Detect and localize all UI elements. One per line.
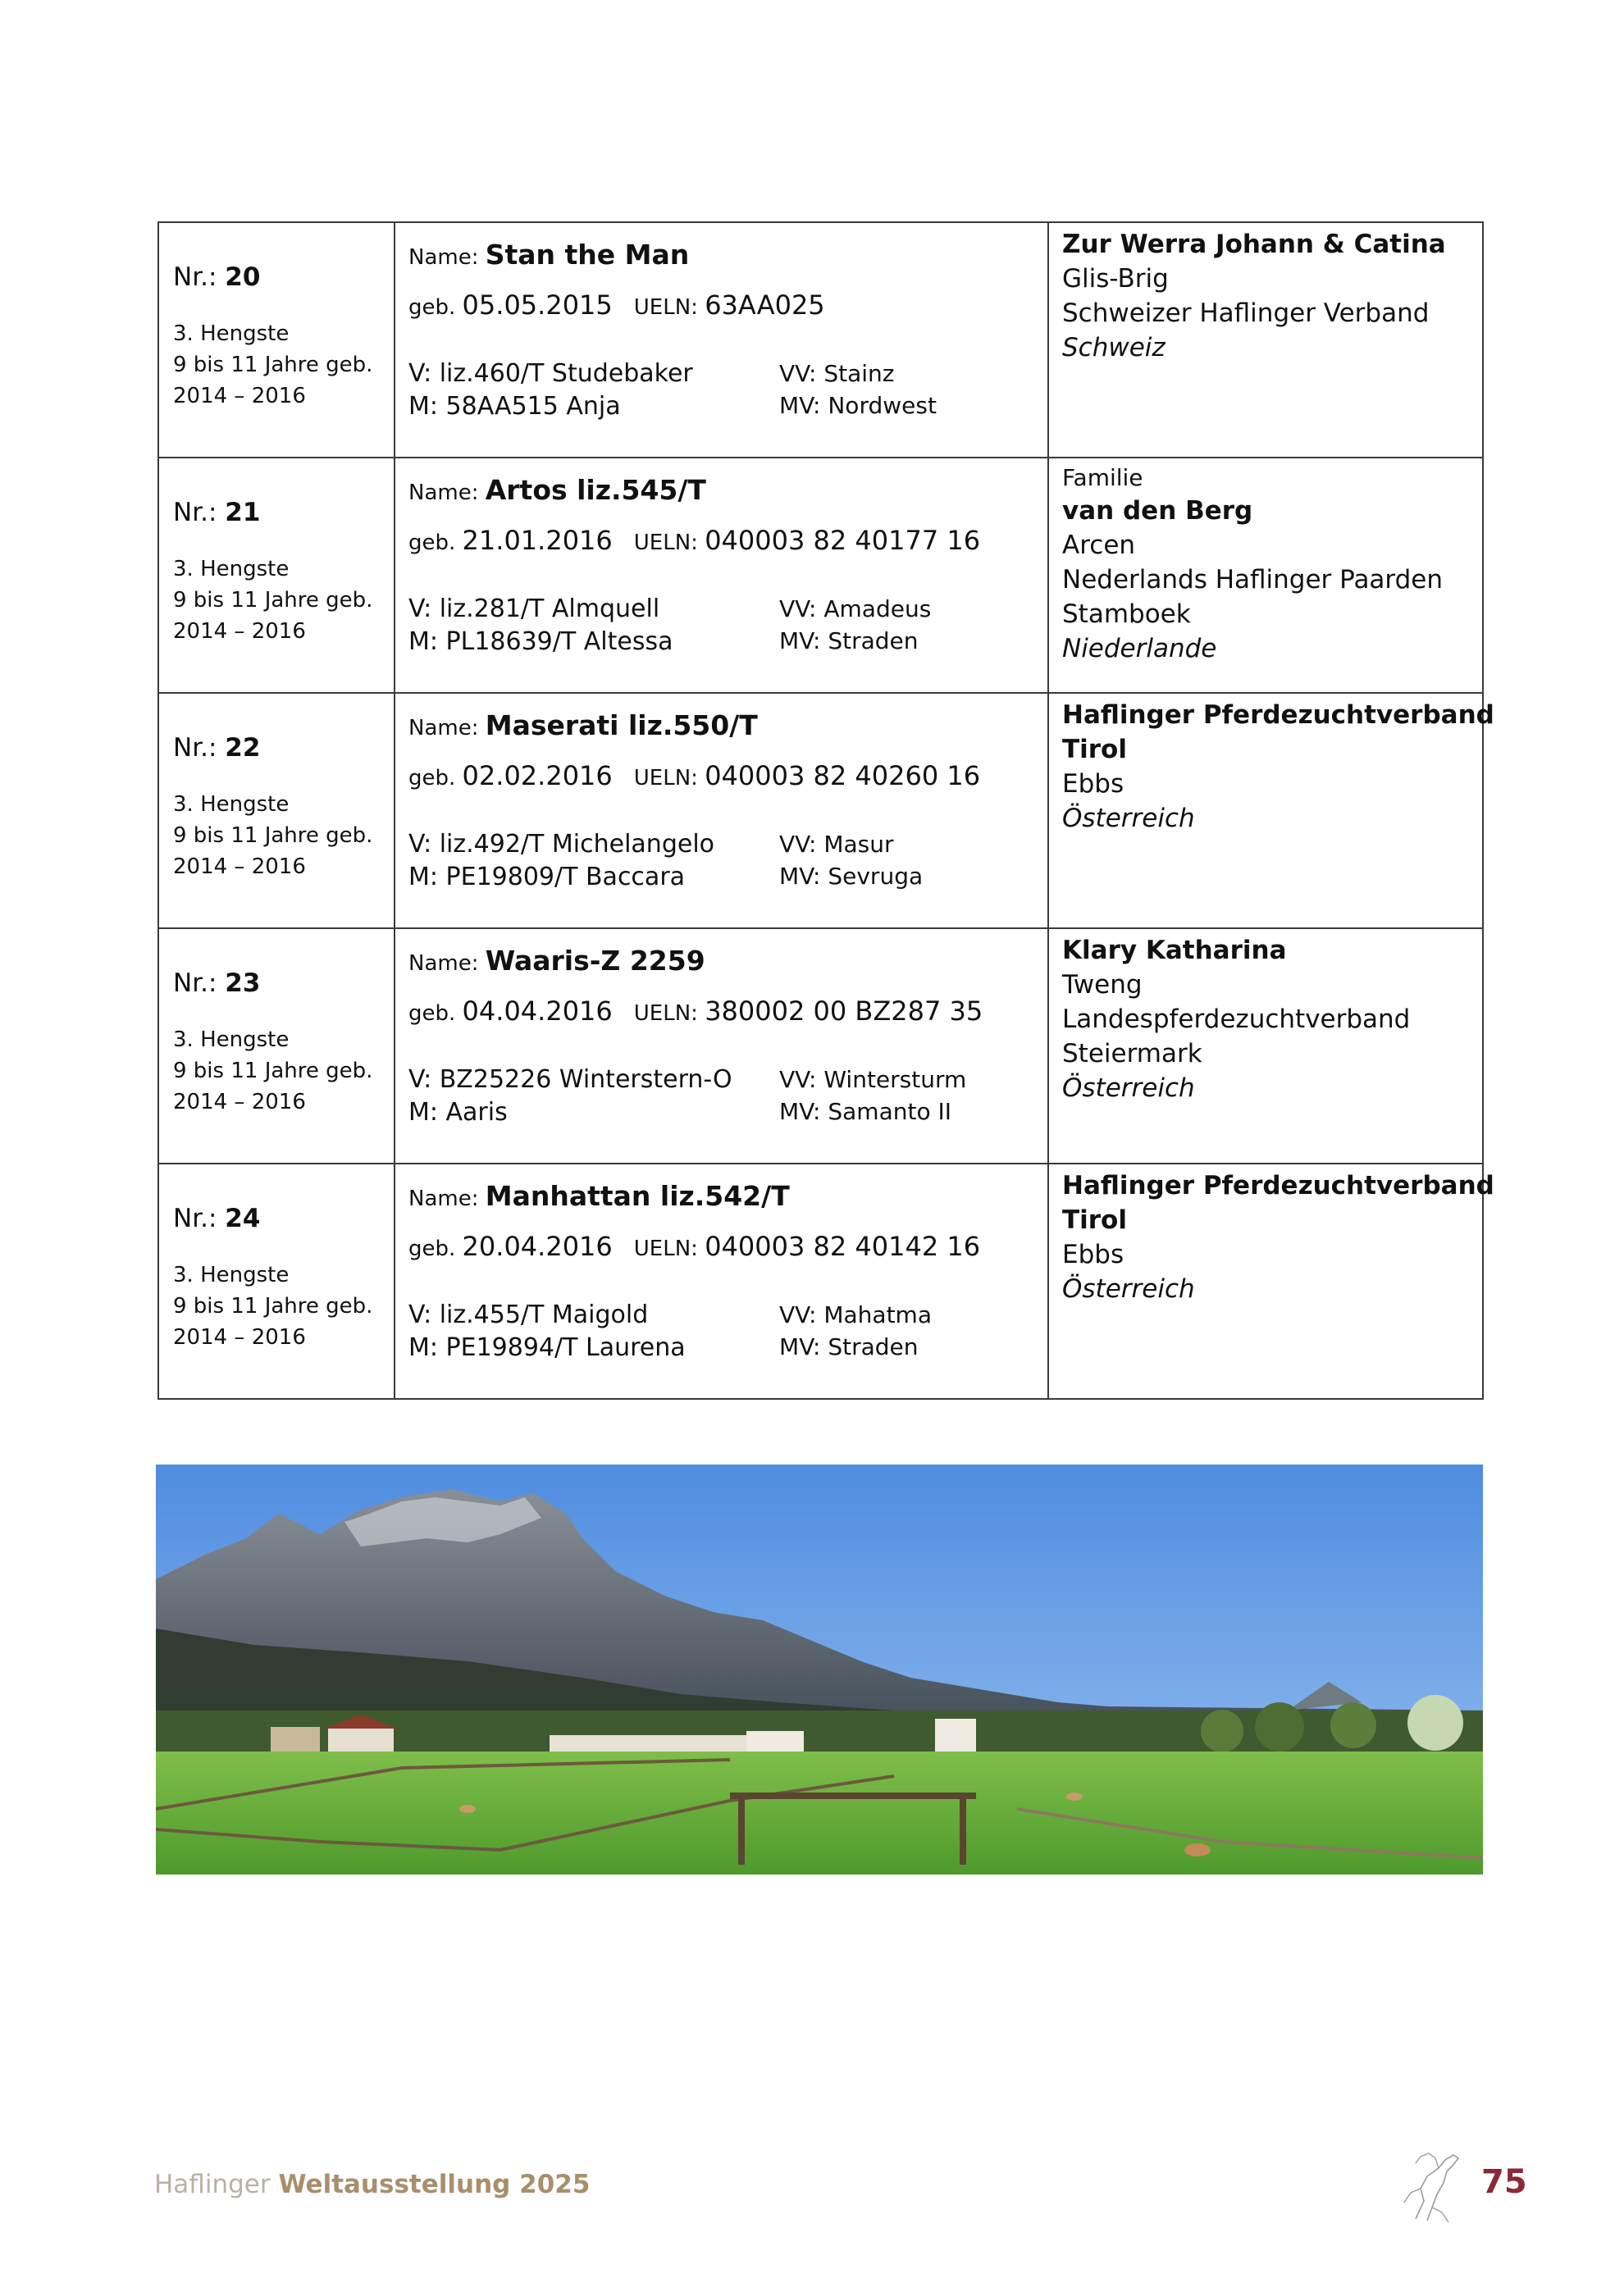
horse-name-line: [408, 941, 1047, 984]
pedigree: [408, 593, 1047, 658]
entry-number-cell: [158, 1164, 395, 1399]
class-line: 2014 – 2016: [173, 1090, 306, 1114]
ueln-label: UELN:: [633, 295, 698, 320]
page-number: 75: [1481, 2163, 1527, 2201]
owner-cell: [1048, 458, 1483, 693]
sire: V: liz.455/T Maigold: [408, 1301, 649, 1329]
ueln-value: 63AA025: [705, 289, 825, 321]
horse-info-cell: [395, 693, 1048, 928]
owner-line: Familie: [1062, 464, 1143, 491]
geb-label: geb.: [408, 531, 456, 555]
table-row: [158, 693, 1483, 928]
owner-line: Tweng: [1062, 970, 1143, 1000]
pedigree: [408, 358, 1047, 423]
entry-number: [173, 261, 394, 294]
ueln-value: 040003 82 40260 16: [705, 760, 981, 791]
owner-line: Haflinger Pferdezuchtverband: [1062, 700, 1494, 730]
ueln-value: 040003 82 40142 16: [705, 1231, 981, 1262]
horse-name: Maserati liz.550/T: [485, 709, 758, 741]
class-info: [173, 554, 394, 647]
nr-label: Nr.:: [173, 733, 217, 763]
owner-line: Ebbs: [1062, 1240, 1124, 1269]
owner-line: Zur Werra Johann & Catina: [1062, 230, 1446, 259]
nr-label: Nr.:: [173, 262, 217, 292]
class-line: 9 bis 11 Jahre geb.: [173, 1294, 373, 1319]
owner-line: Österreich: [1062, 1274, 1195, 1304]
owner-line: Nederlands Haflinger Paarden: [1062, 565, 1444, 594]
ueln-value: 380002 00 BZ287 35: [705, 995, 983, 1027]
birth-date: 04.04.2016: [462, 995, 613, 1027]
ueln-label: UELN:: [633, 1237, 698, 1261]
class-line: 3. Hengste: [173, 792, 290, 817]
entry-number: [173, 1202, 394, 1235]
class-line: 3. Hengste: [173, 1263, 290, 1287]
entry-number-cell: [158, 693, 395, 928]
sire: V: liz.281/T Almquell: [408, 594, 660, 623]
pedigree: [408, 1064, 1047, 1129]
horse-info-cell: [395, 458, 1048, 693]
owner-line: Tirol: [1062, 735, 1127, 764]
geb-label: geb.: [408, 1001, 456, 1026]
sire: V: BZ25226 Winterstern-O: [408, 1065, 732, 1094]
class-line: 2014 – 2016: [173, 1325, 306, 1350]
horse-name: Artos liz.545/T: [485, 474, 706, 506]
nr-value: 20: [225, 262, 261, 292]
ueln-label: UELN:: [633, 1001, 698, 1026]
owner-line: Schweizer Haflinger Verband: [1062, 298, 1430, 328]
owner-line: Tirol: [1062, 1205, 1127, 1235]
class-line: 9 bis 11 Jahre geb.: [173, 823, 373, 848]
owner-line: Landespferdezuchtverband: [1062, 1004, 1411, 1034]
name-label: Name:: [408, 716, 479, 740]
birth-date: 05.05.2015: [462, 289, 613, 321]
dam: M: 58AA515 Anja: [408, 392, 621, 421]
ueln-label: UELN:: [633, 766, 698, 790]
birth-line: [408, 285, 1047, 328]
horse-name-line: [408, 705, 1047, 749]
horse-name: Waaris-Z 2259: [485, 945, 705, 977]
class-line: 9 bis 11 Jahre geb.: [173, 353, 373, 377]
entry-number: [173, 496, 394, 529]
nr-label: Nr.:: [173, 1204, 217, 1233]
dam: M: PE19809/T Baccara: [408, 863, 686, 891]
horse-info-cell: [395, 1164, 1048, 1399]
horse-name: Manhattan liz.542/T: [485, 1180, 790, 1212]
sire-of-dam: MV: Nordwest: [779, 392, 937, 419]
owner-line: Stamboek: [1062, 599, 1191, 629]
sire-of-sire: VV: Amadeus: [779, 595, 932, 622]
horse-name-line: [408, 1176, 1047, 1219]
owner-line: Schweiz: [1062, 333, 1166, 362]
owner-line: Niederlande: [1062, 634, 1217, 663]
table-row: [158, 1164, 1483, 1399]
owner-line: van den Berg: [1062, 496, 1253, 526]
class-line: 9 bis 11 Jahre geb.: [173, 1059, 373, 1083]
entry-number: [173, 731, 394, 764]
ueln-label: UELN:: [633, 531, 698, 555]
geb-label: geb.: [408, 766, 456, 790]
footer-publication-title: [154, 2170, 590, 2199]
ueln-value: 040003 82 40177 16: [705, 525, 981, 556]
birth-line: [408, 1226, 1047, 1269]
birth-date: 20.04.2016: [462, 1231, 613, 1262]
entry-number: [173, 967, 394, 1000]
owner-line: Haflinger Pferdezuchtverband: [1062, 1171, 1494, 1200]
owner-line: Ebbs: [1062, 769, 1124, 799]
birth-date: 21.01.2016: [462, 525, 613, 556]
owner-cell: [1048, 222, 1483, 458]
table-row: [158, 928, 1483, 1164]
sire-of-dam: MV: Straden: [779, 627, 919, 654]
sire-of-sire: VV: Mahatma: [779, 1301, 932, 1328]
dam: M: Aaris: [408, 1098, 508, 1127]
sire-of-sire: VV: Stainz: [779, 360, 895, 387]
class-line: 3. Hengste: [173, 557, 290, 581]
sire-of-dam: MV: Straden: [779, 1333, 919, 1360]
owner-line: Steiermark: [1062, 1039, 1202, 1068]
owner-line: Klary Katharina: [1062, 936, 1287, 965]
owner-line: Glis-Brig: [1062, 264, 1169, 294]
birth-line: [408, 991, 1047, 1034]
dam: M: PE19894/T Laurena: [408, 1333, 686, 1362]
horse-name-line: [408, 235, 1047, 278]
nr-value: 23: [225, 968, 261, 998]
footer-title-part-b: Weltausstellung 2025: [278, 2170, 591, 2199]
horse-logo-icon: [1399, 2143, 1465, 2225]
pedigree: [408, 828, 1047, 894]
horse-info-cell: [395, 928, 1048, 1164]
birth-line: [408, 520, 1047, 563]
birth-date: 02.02.2016: [462, 760, 613, 791]
sire-of-sire: VV: Masur: [779, 831, 894, 858]
class-info: [173, 318, 394, 412]
horse-name: Stan the Man: [485, 239, 690, 271]
sire: V: liz.460/T Studebaker: [408, 359, 693, 388]
table-row: [158, 458, 1483, 693]
name-label: Name:: [408, 951, 479, 976]
owner-cell: [1048, 928, 1483, 1164]
horse-info-cell: [395, 222, 1048, 458]
sire-of-sire: VV: Wintersturm: [779, 1066, 967, 1093]
landscape-photo: [156, 1465, 1483, 1875]
name-label: Name:: [408, 1187, 479, 1211]
class-line: 2014 – 2016: [173, 854, 306, 879]
class-line: 3. Hengste: [173, 1027, 290, 1052]
nr-label: Nr.:: [173, 498, 217, 527]
nr-value: 21: [225, 498, 261, 527]
entry-number-cell: [158, 458, 395, 693]
geb-label: geb.: [408, 1237, 456, 1261]
class-info: [173, 1260, 394, 1353]
owner-cell: [1048, 1164, 1494, 1399]
horse-name-line: [408, 470, 1047, 513]
class-line: 3. Hengste: [173, 321, 290, 346]
owner-line: Arcen: [1062, 531, 1136, 560]
class-line: 2014 – 2016: [173, 384, 306, 408]
entry-number-cell: [158, 928, 395, 1164]
class-info: [173, 1024, 394, 1118]
owner-line: Österreich: [1062, 1073, 1195, 1103]
geb-label: geb.: [408, 295, 456, 320]
name-label: Name:: [408, 245, 479, 270]
entries-table: [157, 221, 1494, 1400]
birth-line: [408, 755, 1047, 799]
sire-of-dam: MV: Sevruga: [779, 863, 924, 890]
class-info: [173, 789, 394, 882]
footer-title-part-a: Haflinger: [154, 2170, 279, 2199]
nr-label: Nr.:: [173, 968, 217, 998]
nr-value: 22: [225, 733, 261, 763]
table-row: [158, 222, 1483, 458]
name-label: Name:: [408, 481, 479, 505]
sire: V: liz.492/T Michelangelo: [408, 830, 715, 859]
entry-number-cell: [158, 222, 395, 458]
owner-cell: [1048, 693, 1494, 928]
sire-of-dam: MV: Samanto II: [779, 1098, 951, 1125]
class-line: 2014 – 2016: [173, 619, 306, 644]
class-line: 9 bis 11 Jahre geb.: [173, 588, 373, 613]
pedigree: [408, 1299, 1047, 1364]
owner-line: Österreich: [1062, 804, 1195, 833]
nr-value: 24: [225, 1204, 261, 1233]
dam: M: PL18639/T Altessa: [408, 627, 673, 656]
